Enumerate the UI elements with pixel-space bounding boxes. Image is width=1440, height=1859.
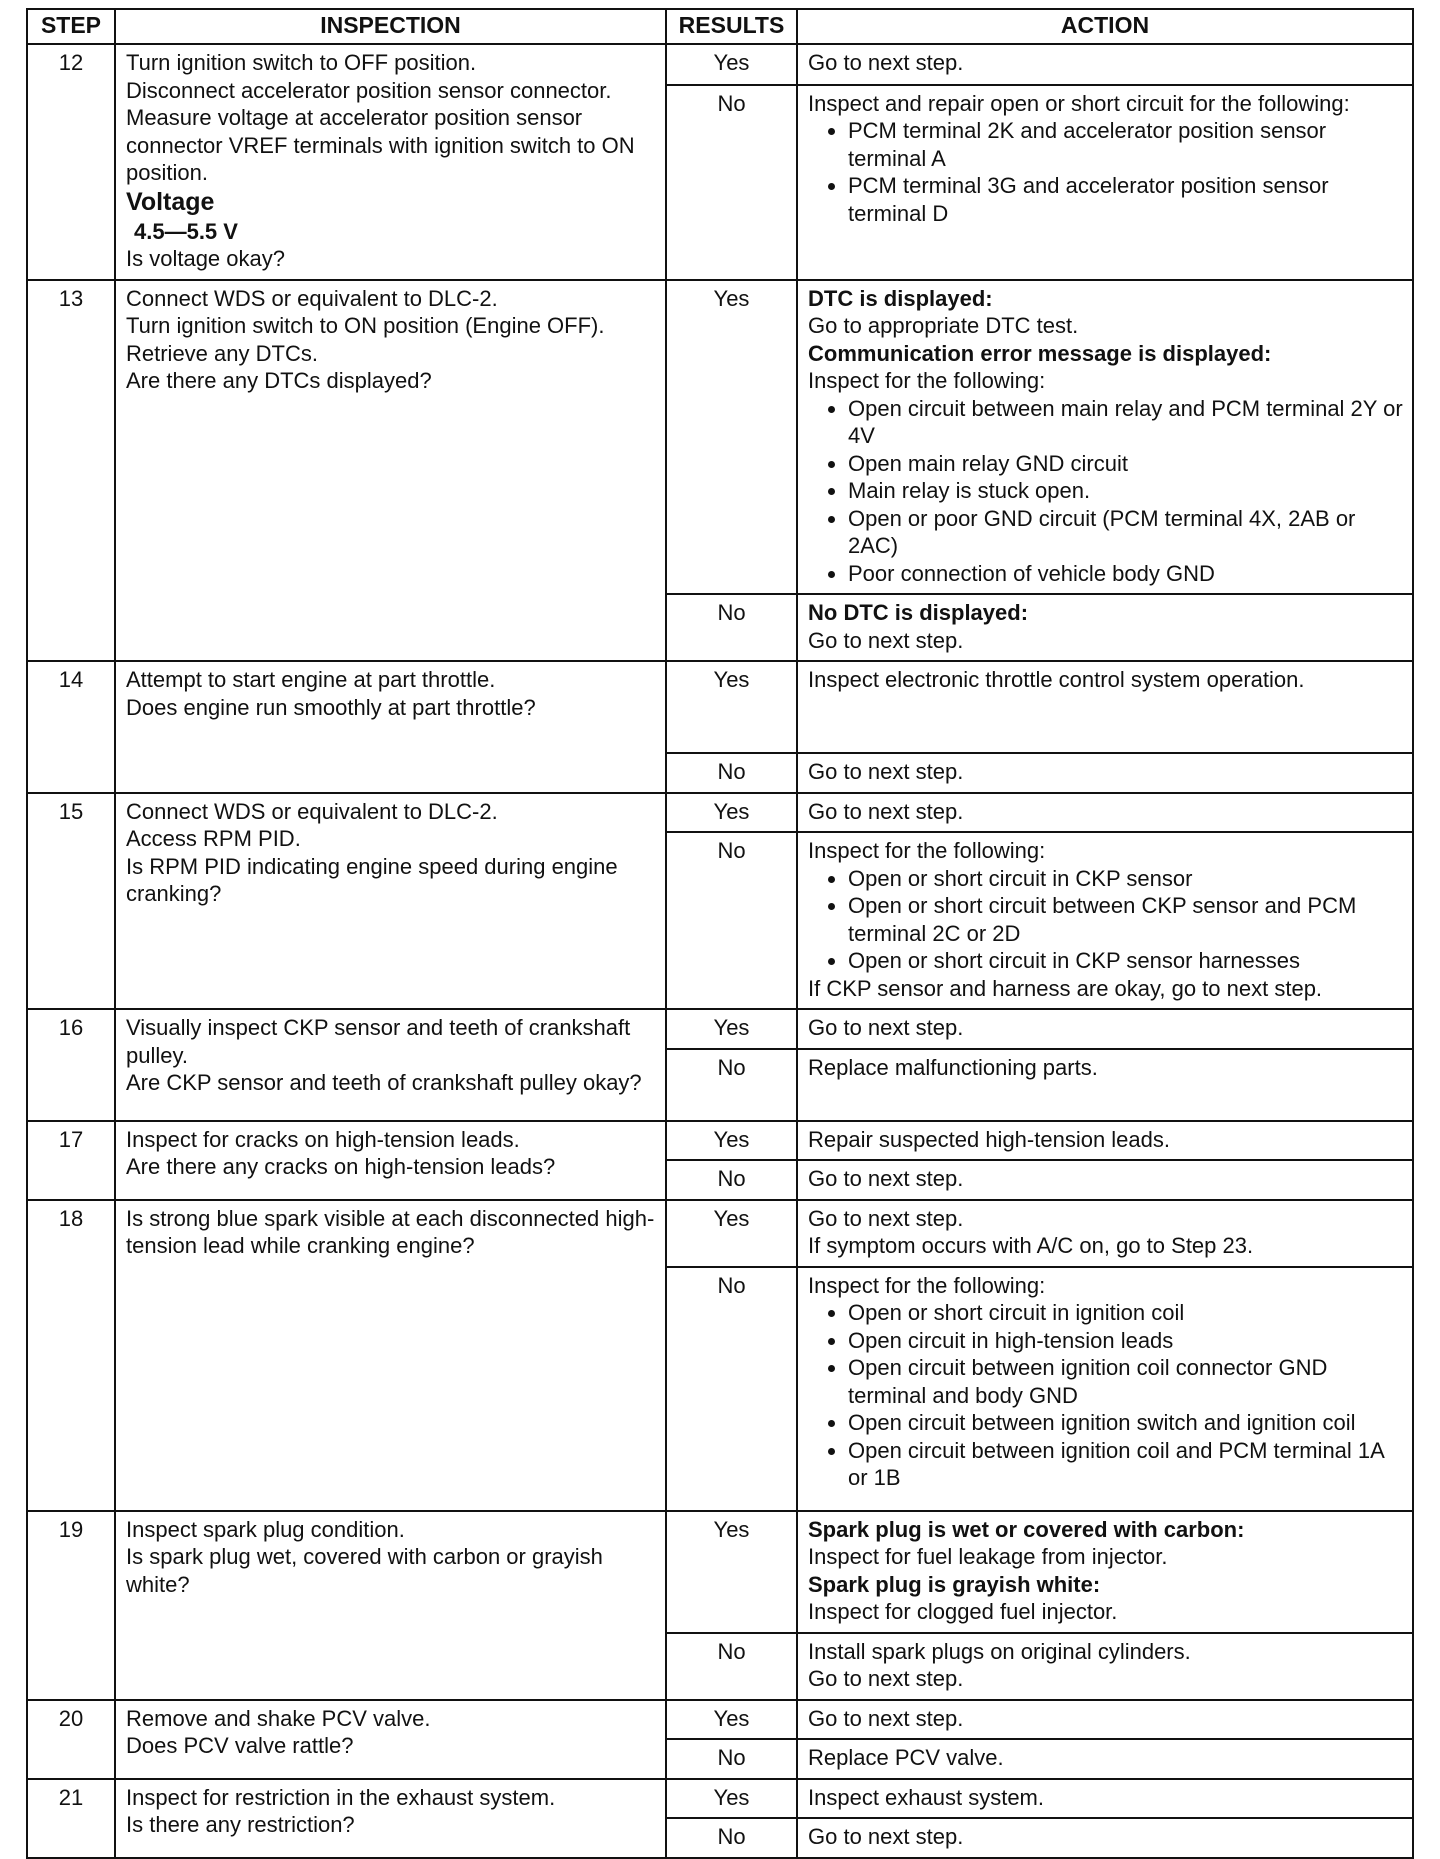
action-line: Go to next step. (808, 1205, 964, 1231)
header-step: STEP (27, 9, 115, 44)
result-no: No (666, 1818, 797, 1858)
inspection-line: Inspect spark plug condition. (126, 1516, 405, 1542)
action-line: Install spark plugs on original cylinders. (808, 1638, 1191, 1664)
table-row (27, 1121, 1413, 1161)
table-row (27, 1779, 1413, 1819)
inspection-question: Is voltage okay? (126, 246, 285, 271)
action-cell (797, 1511, 1413, 1633)
header-inspection: INSPECTION (115, 9, 666, 44)
action-cell: Go to next step. (797, 44, 1413, 85)
result-yes: Yes (666, 661, 797, 753)
diagnostic-table (26, 8, 1414, 1859)
voltage-label: Voltage (126, 187, 215, 216)
action-list (808, 865, 1404, 975)
inspection-line: Inspect for restriction in the exhaust system. (126, 1784, 556, 1810)
action-cell (797, 1200, 1413, 1267)
header-row (27, 9, 1413, 44)
step-number: 18 (27, 1200, 115, 1511)
action-cell (797, 594, 1413, 661)
inspection-line: Connect WDS or equivalent to DLC-2. (126, 285, 498, 311)
inspection-line: Inspect for cracks on high-tension leads. (126, 1126, 520, 1152)
inspection-cell (115, 280, 666, 662)
inspection-line: Retrieve any DTCs. (126, 340, 318, 366)
result-no: No (666, 1633, 797, 1700)
list-item: • Open circuit between ignition coil connector GND terminal and body GND (848, 1354, 1404, 1409)
inspection-line: Access RPM PID. (126, 826, 301, 851)
action-line: Inspect for the following: (808, 368, 1046, 393)
step-number: 14 (27, 661, 115, 793)
action-line: Inspect and repair open or short circuit for the following: (808, 90, 1350, 116)
step-number: 17 (27, 1121, 115, 1200)
list-item: • Open circuit between ignition coil and PCM terminal 1A or 1B (848, 1437, 1404, 1492)
action-cell (797, 1267, 1413, 1511)
inspection-cell (115, 1200, 666, 1511)
result-no: No (666, 594, 797, 661)
list-item: • Open or short circuit in CKP sensor (848, 865, 1404, 893)
action-line: If CKP sensor and harness are okay, go to next step. (808, 975, 1323, 1001)
inspection-line: Disconnect accelerator position sensor connector. (126, 77, 612, 103)
list-item: • Open main relay GND circuit (848, 450, 1404, 478)
action-heading: Spark plug is grayish white: (808, 1571, 1101, 1597)
inspection-line: Is strong blue spark visible at each disconnected high-tension lead while cranking engine? (126, 1205, 655, 1258)
table-row (27, 1009, 1413, 1049)
action-line: Inspect for fuel leakage from injector. (808, 1544, 1168, 1569)
result-no: No (666, 1160, 797, 1200)
result-yes: Yes (666, 1121, 797, 1161)
inspection-line: Is spark plug wet, covered with carbon or grayish white? (126, 1544, 603, 1597)
action-cell: Go to next step. (797, 1009, 1413, 1049)
step-number: 12 (27, 44, 115, 280)
voltage-value: 4.5—5.5 V (134, 218, 238, 244)
table-row (27, 44, 1413, 85)
result-yes: Yes (666, 1779, 797, 1819)
inspection-line: Turn ignition switch to OFF position. (126, 50, 477, 75)
action-heading: Spark plug is wet or covered with carbon: (808, 1516, 1245, 1542)
list-item: • Open circuit in high-tension leads (848, 1327, 1404, 1355)
result-yes: Yes (666, 793, 797, 833)
list-item: • Open or short circuit in CKP sensor harnesses (848, 947, 1404, 975)
inspection-line: Are there any DTCs displayed? (126, 368, 432, 393)
action-cell: Replace PCV valve. (797, 1739, 1413, 1779)
action-cell: Go to next step. (797, 1700, 1413, 1740)
inspection-line: Does PCV valve rattle? (126, 1733, 354, 1758)
action-line: Go to next step. (808, 1666, 964, 1691)
result-yes: Yes (666, 1511, 797, 1633)
action-line: Inspect for the following: (808, 838, 1046, 863)
action-list (808, 117, 1404, 227)
action-line: Go to appropriate DTC test. (808, 313, 1079, 338)
inspection-cell (115, 793, 666, 1010)
action-cell: Inspect electronic throttle control system operation. (797, 661, 1413, 753)
table-row (27, 661, 1413, 753)
table-row (27, 280, 1413, 595)
action-cell: Repair suspected high-tension leads. (797, 1121, 1413, 1161)
result-no: No (666, 85, 797, 280)
action-line: Inspect for clogged fuel injector. (808, 1599, 1118, 1624)
action-line: Inspect for the following: (808, 1272, 1046, 1298)
list-item: • Open or poor GND circuit (PCM terminal 4X, 2AB or 2AC) (848, 505, 1404, 560)
list-item: • PCM terminal 3G and accelerator position sensor terminal D (848, 172, 1404, 227)
result-yes: Yes (666, 1009, 797, 1049)
inspection-line: Is there any restriction? (126, 1812, 355, 1837)
list-item: • Open circuit between main relay and PCM terminal 2Y or 4V (848, 395, 1404, 450)
table-row (27, 1200, 1413, 1267)
action-cell: Inspect exhaust system. (797, 1779, 1413, 1819)
inspection-cell (115, 1511, 666, 1700)
action-line: If symptom occurs with A/C on, go to Step 23. (808, 1233, 1254, 1258)
action-heading: DTC is displayed: (808, 285, 993, 311)
step-number: 15 (27, 793, 115, 1010)
action-cell: Go to next step. (797, 1160, 1413, 1200)
action-heading: No DTC is displayed: (808, 600, 1029, 625)
action-cell (797, 832, 1413, 1009)
inspection-line: Attempt to start engine at part throttle. (126, 667, 496, 692)
list-item: • Open circuit between ignition switch and ignition coil (848, 1409, 1404, 1437)
result-no: No (666, 1049, 797, 1121)
inspection-cell (115, 44, 666, 280)
action-list (808, 1299, 1404, 1492)
inspection-line: Measure voltage at accelerator position sensor connector VREF terminals with ignition switch to ON position. (126, 105, 635, 185)
list-item: • PCM terminal 2K and accelerator position sensor terminal A (848, 117, 1404, 172)
inspection-line: Turn ignition switch to ON position (Engine OFF). (126, 313, 605, 338)
step-number: 21 (27, 1779, 115, 1858)
action-cell (797, 1633, 1413, 1700)
action-line: Go to next step. (808, 627, 964, 653)
result-no: No (666, 1267, 797, 1511)
list-item: • Open or short circuit in ignition coil (848, 1299, 1404, 1327)
result-yes: Yes (666, 280, 797, 595)
list-item: • Main relay is stuck open. (848, 477, 1404, 505)
action-cell: Go to next step. (797, 793, 1413, 833)
list-item: • Open or short circuit between CKP sensor and PCM terminal 2C or 2D (848, 892, 1404, 947)
result-yes: Yes (666, 1700, 797, 1740)
result-no: No (666, 832, 797, 1009)
inspection-line: Are there any cracks on high-tension leads? (126, 1154, 556, 1179)
list-item: • Poor connection of vehicle body GND (848, 560, 1404, 588)
inspection-cell (115, 1009, 666, 1121)
action-cell: Go to next step. (797, 1818, 1413, 1858)
result-no: No (666, 1739, 797, 1779)
action-cell: Go to next step. (797, 753, 1413, 793)
action-heading: Communication error message is displayed: (808, 340, 1272, 366)
inspection-line: Is RPM PID indicating engine speed during engine cranking? (126, 853, 618, 906)
inspection-line: Does engine run smoothly at part throttle? (126, 694, 536, 720)
table-row (27, 793, 1413, 833)
result-no: No (666, 753, 797, 793)
step-number: 19 (27, 1511, 115, 1700)
inspection-cell (115, 661, 666, 793)
table-row (27, 1700, 1413, 1740)
action-cell (797, 85, 1413, 280)
step-number: 20 (27, 1700, 115, 1779)
inspection-cell (115, 1779, 666, 1858)
action-cell: Replace malfunctioning parts. (797, 1049, 1413, 1121)
action-list (808, 395, 1404, 588)
header-results: RESULTS (666, 9, 797, 44)
action-cell (797, 280, 1413, 595)
step-number: 16 (27, 1009, 115, 1121)
step-number: 13 (27, 280, 115, 662)
inspection-line: Visually inspect CKP sensor and teeth of crankshaft pulley. (126, 1015, 631, 1068)
inspection-line: Are CKP sensor and teeth of crankshaft pulley okay? (126, 1070, 642, 1095)
header-action: ACTION (797, 9, 1413, 44)
inspection-cell (115, 1700, 666, 1779)
result-yes: Yes (666, 1200, 797, 1267)
inspection-line: Connect WDS or equivalent to DLC-2. (126, 798, 498, 824)
inspection-line: Remove and shake PCV valve. (126, 1705, 431, 1731)
table-row (27, 1511, 1413, 1633)
result-yes: Yes (666, 44, 797, 85)
inspection-cell (115, 1121, 666, 1200)
